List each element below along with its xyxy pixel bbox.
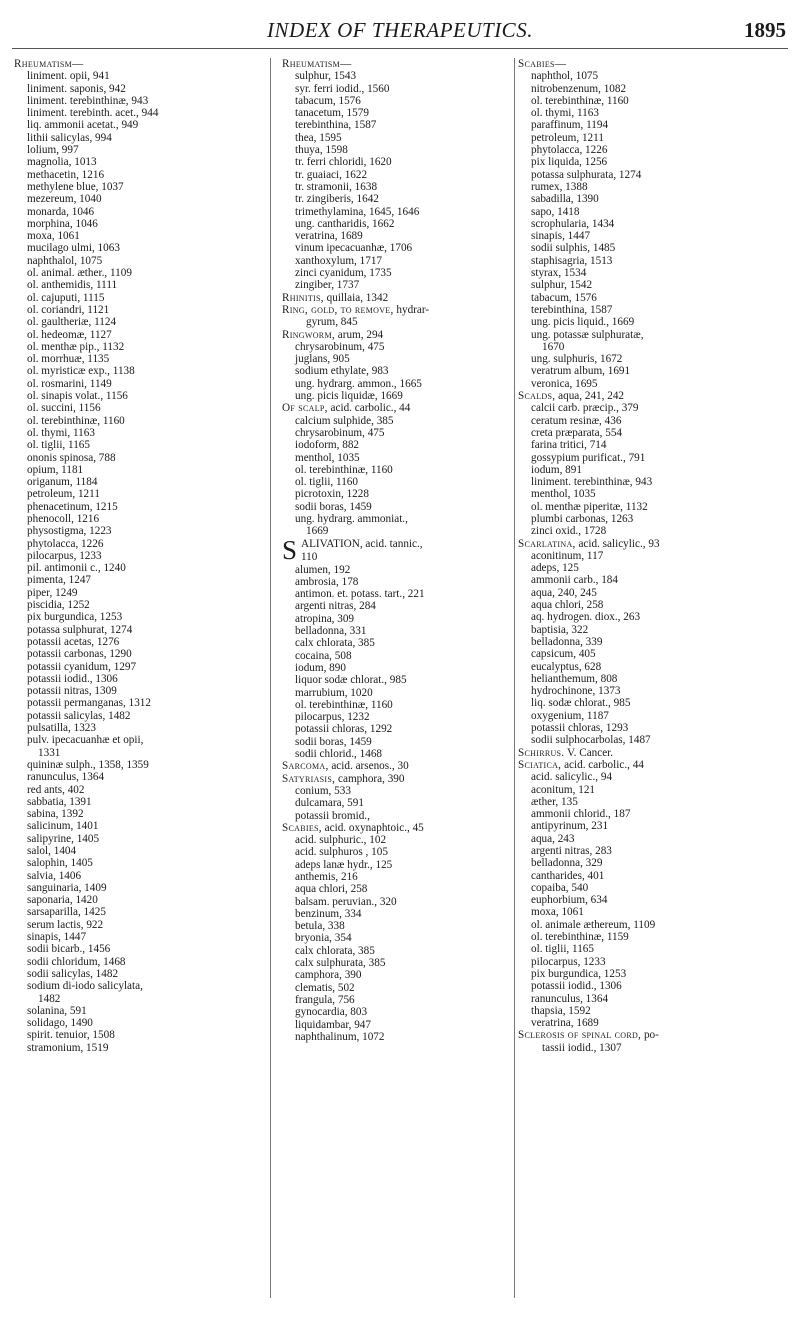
heading-term: Rhinitis, [282,291,324,304]
index-entry: adeps lanæ hydr., 125 [295,858,393,871]
index-entry: bryonia, 354 [295,932,352,945]
heading-term: Sclerosis of spinal cord, [518,1029,642,1042]
index-entry: ol. morrhuæ, 1135 [27,353,110,366]
index-entry: zingiber, 1737 [295,279,360,292]
index-entry: potassii chloras, 1293 [531,722,629,735]
index-entry: nitrobenzenum, 1082 [531,82,627,95]
index-entry: aqua chlori, 258 [295,883,368,896]
header-rule [12,48,788,49]
index-entry: calcium sulphide, 385 [295,414,394,427]
index-entry: veratrina, 1689 [531,1017,599,1030]
index-entry: salophin, 1405 [27,857,93,870]
index-entry-continuation: 1482 [38,992,61,1005]
index-entry: veratrum album, 1691 [531,365,631,378]
index-entry: ononis spinosa, 788 [27,451,116,464]
index-entry: belladonna, 329 [531,857,603,870]
index-heading [518,1029,792,1041]
index-entry: liniment. saponis, 942 [27,82,126,95]
heading-term: Scabies— [518,58,567,70]
index-entry: adeps, 125 [531,562,579,575]
index-heading [282,292,512,304]
heading-term: Scalds, [518,390,556,403]
index-entry: ol. thymi, 1163 [531,107,599,120]
index-entry: moxa, 1061 [531,906,584,919]
index-entry: pulv. ipecacuanhæ et opii, [27,734,144,747]
index-entry: sulphur, 1543 [295,70,357,83]
index-entry: æther, 135 [531,795,578,808]
index-entry: aconitum, 121 [531,783,596,796]
heading-entry: V. Cancer. [564,746,614,759]
index-entry: liq. sodæ chlorat., 985 [531,697,631,710]
index-entry: pil. antimonii c., 1240 [27,562,126,575]
index-entry: ol. myristicæ exp., 1138 [27,365,135,378]
index-entry: mucilago ulmi, 1063 [27,242,120,255]
index-entry: potassa sulphurata, 1274 [531,168,642,181]
index-entry: juglans, 905 [295,353,350,366]
index-entry: atropina, 309 [295,612,355,625]
index-entry: sodii sulphocarbolas, 1487 [531,734,651,747]
index-entry: styrax, 1534 [531,267,587,280]
index-entry: solidago, 1490 [27,1017,93,1030]
index-entry-continuation: gyrum, 845 [306,316,358,329]
index-entry: alumen, 192 [295,563,351,576]
column-divider [270,58,271,1298]
heading-term: Rheumatism— [14,58,84,70]
index-entry: liq. ammonii acetat., 949 [27,119,139,132]
index-entry: capsicum, 405 [531,648,596,661]
index-entry: antimon. et. potass. tart., 221 [295,588,425,601]
heading-entry: acid. oxynaphtoic., 45 [321,821,424,834]
index-entry: calx chlorata, 385 [295,944,375,957]
index-entry: petroleum, 1211 [27,488,100,501]
index-entry: tr. ferri chloridi, 1620 [295,156,392,169]
index-entry-continuation: 1670 [542,340,565,353]
index-entry: chrysarobinum, 475 [295,426,385,439]
index-entry: pulsatilla, 1323 [27,722,96,735]
index-entry: sodii sulphis, 1485 [531,242,616,255]
index-entry: potassii salicylas, 1482 [27,709,131,722]
index-entry: ol. hedeomæ, 1127 [27,328,112,341]
index-entry: liquidambar, 947 [295,1018,371,1031]
index-entry: sodii chloridum, 1468 [27,955,126,968]
index-entry: helianthemum, 808 [531,672,618,685]
index-entry: ung. potassæ sulphuratæ, [531,328,644,341]
index-entry: salicinum, 1401 [27,820,99,833]
index-entry-continuation: 1669 [306,525,329,538]
index-entry: sapo, 1418 [531,205,580,218]
page-header [0,18,800,48]
index-entry: red ants, 402 [27,783,85,796]
index-entry: veratrina, 1689 [295,230,363,243]
index-entry: vinum ipecacuanhæ, 1706 [295,242,413,255]
index-entry: mezereum, 1040 [27,193,102,206]
index-entry: sabbatia, 1391 [27,795,92,808]
index-entry: argenti nitras, 284 [295,600,376,613]
index-entry: antipyrinum, 231 [531,820,609,833]
index-entry: serum lactis, 922 [27,918,104,931]
index-entry: salol, 1404 [27,845,77,857]
index-entry: salipyrine, 1405 [27,832,100,845]
index-entry: aconitinum, 117 [531,549,604,562]
index-entry: veronica, 1695 [531,377,598,390]
index-entry: frangula, 756 [295,993,355,1006]
index-entry: belladonna, 331 [295,625,367,638]
index-entry-continuation: tassii iodid., 1307 [542,1041,622,1054]
index-entry: saponaria, 1420 [27,894,98,907]
index-entry: potassii carbonas, 1290 [27,648,132,661]
index-entry: sabina, 1392 [27,808,84,821]
index-entry: ung. hydrarg. ammon., 1665 [295,377,422,390]
index-entry: ceratum resinæ, 436 [531,414,622,427]
index-entry: potassii iodid., 1306 [531,980,622,993]
entry-text: 110 [301,550,318,563]
index-entry: iodoform, 882 [295,439,360,452]
index-entry: sulphur, 1542 [531,279,593,292]
index-entry: sinapis, 1447 [531,230,591,243]
index-entry: trimethylamina, 1645, 1646 [295,205,420,218]
index-entry: naphthalol, 1075 [27,254,103,267]
index-heading [282,822,512,834]
index-entry: sarsaparilla, 1425 [27,906,106,919]
index-entry: petroleum, 1211 [531,131,604,144]
index-entry: plumbi carbonas, 1263 [531,512,634,525]
index-entry: dulcamara, 591 [295,797,364,810]
index-entry: sodii salicylas, 1482 [27,967,119,980]
index-entry: pix burgundica, 1253 [531,967,627,980]
index-entry: liniment. opii, 941 [27,70,110,83]
index-entry: potassii bromid., [295,809,370,822]
index-entry: ol. menthæ piperitæ, 1132 [531,500,648,513]
index-entry: pilocarpus, 1233 [27,549,102,562]
page-number: 1895 [744,18,786,42]
index-entry: euphorbium, 634 [531,894,608,907]
heading-term: Of scalp, [282,402,328,415]
index-entry: camphora, 390 [295,969,362,982]
index-entry: oxygenium, 1187 [531,709,609,722]
index-entry: sinapis, 1447 [27,931,87,944]
index-heading [518,759,792,771]
drop-cap-letter: S [282,534,298,565]
index-heading [282,760,512,772]
index-entry: thuya, 1598 [295,144,348,157]
index-entry: potassii iodid., 1306 [27,672,118,685]
index-entry: ol. terebinthinæ, 1160 [295,463,393,476]
index-entry: monarda, 1046 [27,205,95,218]
index-entry: naphthalinum, 1072 [295,1030,385,1043]
index-entry: tabacum, 1576 [295,94,361,107]
index-entry: aq. hydrogen. diox., 263 [531,611,641,624]
running-title: INDEX OF THERAPEUTICS. [267,18,533,42]
index-entry: sodii bicarb., 1456 [27,943,111,956]
heading-entry: acid. salicylic., 93 [575,537,660,550]
index-entry: thea, 1595 [295,131,342,144]
index-heading [518,747,792,759]
index-entry: sodii boras, 1459 [295,500,372,513]
index-entry: ung. hydrarg. ammoniat., [295,512,408,525]
index-entry: paraffinum, 1194 [531,119,609,132]
index-heading [282,304,512,316]
index-entry: terebinthina, 1587 [531,303,613,316]
index-entry: terebinthina, 1587 [295,119,377,132]
heading-term: Ringworm, [282,328,335,341]
index-entry: pimenta, 1247 [27,574,92,587]
index-entry: quininæ sulph., 1358, 1359 [27,758,149,771]
index-entry: calcii carb. præcip., 379 [531,402,639,415]
index-entry: ol. animal. æther., 1109 [27,267,132,280]
index-entry: ol. terebinthinæ, 1160 [531,94,629,107]
index-heading [282,402,512,414]
index-entry: zinci cyanidum, 1735 [295,267,392,280]
index-entry: aqua, 240, 245 [531,586,597,599]
index-entry: menthol, 1035 [295,451,360,464]
index-entry: acid. sulphuric., 102 [295,834,387,847]
index-entry: marrubium, 1020 [295,686,373,699]
index-entry: iodum, 891 [531,463,582,476]
heading-entry: acid. arsenos., 30 [328,760,409,773]
index-entry: potassii chloras, 1292 [295,723,393,736]
heading-term: Ring, gold, to remove, [282,303,394,316]
index-entry: potassii cyanidum, 1297 [27,660,137,673]
index-entry: stramonium, 1519 [27,1041,109,1054]
index-entry: piscidia, 1252 [27,599,90,612]
index-entry: phenacetinum, 1215 [27,500,118,513]
index-heading [518,58,792,70]
index-entry: ol. terebinthinæ, 1160 [295,698,393,711]
index-entry: lolium, 997 [27,144,79,157]
index-entry: ol. terebinthinæ, 1159 [531,931,629,944]
index-entry: baptisia, 322 [531,623,589,636]
index-entry: sabadilla, 1390 [531,193,599,206]
index-entry: acid. sulphuros , 105 [295,846,388,859]
index-entry: ol. coriandri, 1121 [27,303,110,316]
index-entry: tr. zingiberis, 1642 [295,193,379,206]
index-entry: naphthol, 1075 [531,70,599,83]
index-entry: pix liquida, 1256 [531,156,608,169]
heading-term: Rheumatism— [282,58,352,70]
index-entry: lithii salicylas, 994 [27,131,112,144]
index-entry: liniment. terebinthinæ, 943 [531,476,653,489]
index-entry: sodii boras, 1459 [295,735,372,748]
index-entry: methylene blue, 1037 [27,180,124,193]
index-entry: potassii acetas, 1276 [27,635,120,648]
index-heading [282,773,512,785]
index-entry: iodum, 890 [295,661,346,674]
index-entry: ung. picis liquid., 1669 [531,316,635,329]
index-entry: sanguinaria, 1409 [27,881,107,894]
index-entry: argenti nitras, 283 [531,845,612,857]
index-entry: opium, 1181 [27,463,84,476]
index-entry: sodii chlorid., 1468 [295,748,383,761]
index-entry: ranunculus, 1364 [27,771,105,784]
index-entry: anthemis, 216 [295,871,358,883]
index-entry: liquor sodæ chlorat., 985 [295,674,407,687]
index-entry: moxa, 1061 [27,230,80,243]
index-entry: liniment. terebinthinæ, 943 [27,94,149,107]
index-entry: ol. tiglii, 1165 [531,943,594,956]
index-entry: methacetin, 1216 [27,168,105,181]
index-entry: tr. stramonii, 1638 [295,180,378,193]
index-entry: solanina, 591 [27,1004,87,1017]
index-entry: menthol, 1035 [531,488,596,501]
heading-entry: arum, 294 [334,328,384,341]
index-entry: tr. guaiaci, 1622 [295,168,368,181]
index-entry: ol. animale æthereum, 1109 [531,918,656,931]
index-entry: ambrosia, 178 [295,575,359,588]
index-entry: potassa sulphurat, 1274 [27,623,133,636]
heading-entry: aqua, 241, 242 [555,390,625,403]
index-heading [518,538,792,550]
index-entry: balsam. peruvian., 320 [295,895,397,908]
index-entry: ranunculus, 1364 [531,992,609,1005]
index-entry: eucalyptus, 628 [531,660,602,673]
index-entry: thapsia, 1592 [531,1004,591,1017]
index-entry: calx sulphurata, 385 [295,957,386,970]
index-entry: ol. anthemidis, 1111 [27,279,118,292]
index-heading-dropcap [282,534,512,565]
index-entry: syr. ferri iodid., 1560 [295,82,390,95]
heading-entry: quillaia, 1342 [323,291,389,304]
index-heading [14,58,260,70]
index-entry: ol. thymi, 1163 [27,426,95,439]
index-entry: ammonii chlorid., 187 [531,808,631,821]
index-entry: conium, 533 [295,784,351,797]
index-entry: ol. sinapis volat., 1156 [27,390,128,403]
index-entry: gossypium purificat., 791 [531,451,646,464]
index-entry: staphisagria, 1513 [531,254,613,267]
index-entry: calx chlorata, 385 [295,637,375,650]
index-entry: zinci oxid., 1728 [531,525,607,538]
index-column-1 [14,58,260,1054]
heading-entry: acid. carbolic., 44 [561,758,644,771]
heading-entry: camphora, 390 [335,772,405,785]
index-entry: belladonna, 339 [531,635,603,648]
index-entry: scrophularia, 1434 [531,217,615,230]
index-entry: pix burgundica, 1253 [27,611,123,624]
index-entry: phenocoll, 1216 [27,512,100,525]
index-entry: ung. picis liquidæ, 1669 [295,390,403,403]
entry-text: ALIVATION, acid. tannic., [301,537,423,550]
index-entry: salvia, 1406 [27,869,82,882]
index-entry: ol. tiglii, 1160 [295,476,358,489]
index-entry: benzinum, 334 [295,907,362,920]
index-entry: xanthoxylum, 1717 [295,254,383,267]
index-entry: potassii nitras, 1309 [27,685,117,698]
index-entry: ammonii carb., 184 [531,574,618,587]
index-column-2 [282,58,512,1043]
index-entry: ol. terebinthinæ, 1160 [27,414,125,427]
index-entry: clematis, 502 [295,981,355,994]
index-entry: piper, 1249 [27,586,78,599]
index-entry: ol. gaultheriæ, 1124 [27,316,117,329]
index-entry: ol. tiglii, 1165 [27,439,90,452]
index-entry: cocaina, 508 [295,649,352,662]
index-entry: pilocarpus, 1232 [295,711,370,724]
heading-term: Scarlatina, [518,537,576,550]
heading-entry: acid. carbolic., 44 [327,402,411,415]
index-entry: ol. menthæ pip., 1132 [27,340,125,353]
index-heading [282,329,512,341]
index-entry: liniment. terebinth. acet., 944 [27,107,159,120]
index-entry: chrysarobinum, 475 [295,340,385,353]
index-entry: sodium di-iodo salicylata, [27,980,143,993]
index-heading [518,390,792,402]
heading-term: Satyriasis, [282,772,336,785]
index-entry-continuation: 1331 [38,746,61,759]
heading-term: Scabies, [282,821,322,834]
index-entry: betula, 338 [295,920,345,933]
heading-term: Sciatica, [518,758,562,771]
index-entry: morphina, 1046 [27,217,98,230]
index-entry: tanacetum, 1579 [295,107,369,120]
index-entry: copaiba, 540 [531,881,589,894]
index-entry: aqua chlori, 258 [531,599,604,612]
index-entry: ung. cantharidis, 1662 [295,217,395,230]
index-entry: phytolacca, 1226 [27,537,104,550]
index-entry: ol. rosmarini, 1149 [27,377,112,390]
index-entry: ol. succini, 1156 [27,402,101,415]
index-entry: farina tritici, 714 [531,439,607,452]
index-entry: acid. salicylic., 94 [531,771,613,784]
index-entry: sodium ethylate, 983 [295,365,389,378]
index-entry: origanum, 1184 [27,476,98,489]
index-entry: ol. cajuputi, 1115 [27,291,105,304]
index-entry: rumex, 1388 [531,180,588,193]
index-entry: spirit. tenuior, 1508 [27,1029,115,1042]
index-entry: gynocardia, 803 [295,1006,368,1019]
heading-entry: po- [641,1029,659,1042]
index-entry: picrotoxin, 1228 [295,488,369,501]
heading-term: Sarcoma, [282,760,329,773]
index-entry: magnolia, 1013 [27,156,97,169]
index-entry: creta præparata, 554 [531,426,623,439]
column-divider [514,58,515,1298]
index-entry: cantharides, 401 [531,869,605,882]
index-entry: physostigma, 1223 [27,525,112,538]
index-entry: hydrochinone, 1373 [531,685,621,698]
heading-term: Schirrus. [518,746,565,759]
index-entry: pilocarpus, 1233 [531,955,606,968]
index-entry: potassii permanganas, 1312 [27,697,151,710]
index-entry: ung. sulphuris, 1672 [531,353,623,366]
index-column-3 [518,58,792,1054]
index-entry: tabacum, 1576 [531,291,597,304]
heading-entry: hydrar- [393,303,430,316]
index-heading [282,58,512,70]
index-entry: aqua, 243 [531,832,575,845]
index-entry: phytolacca, 1226 [531,144,608,157]
